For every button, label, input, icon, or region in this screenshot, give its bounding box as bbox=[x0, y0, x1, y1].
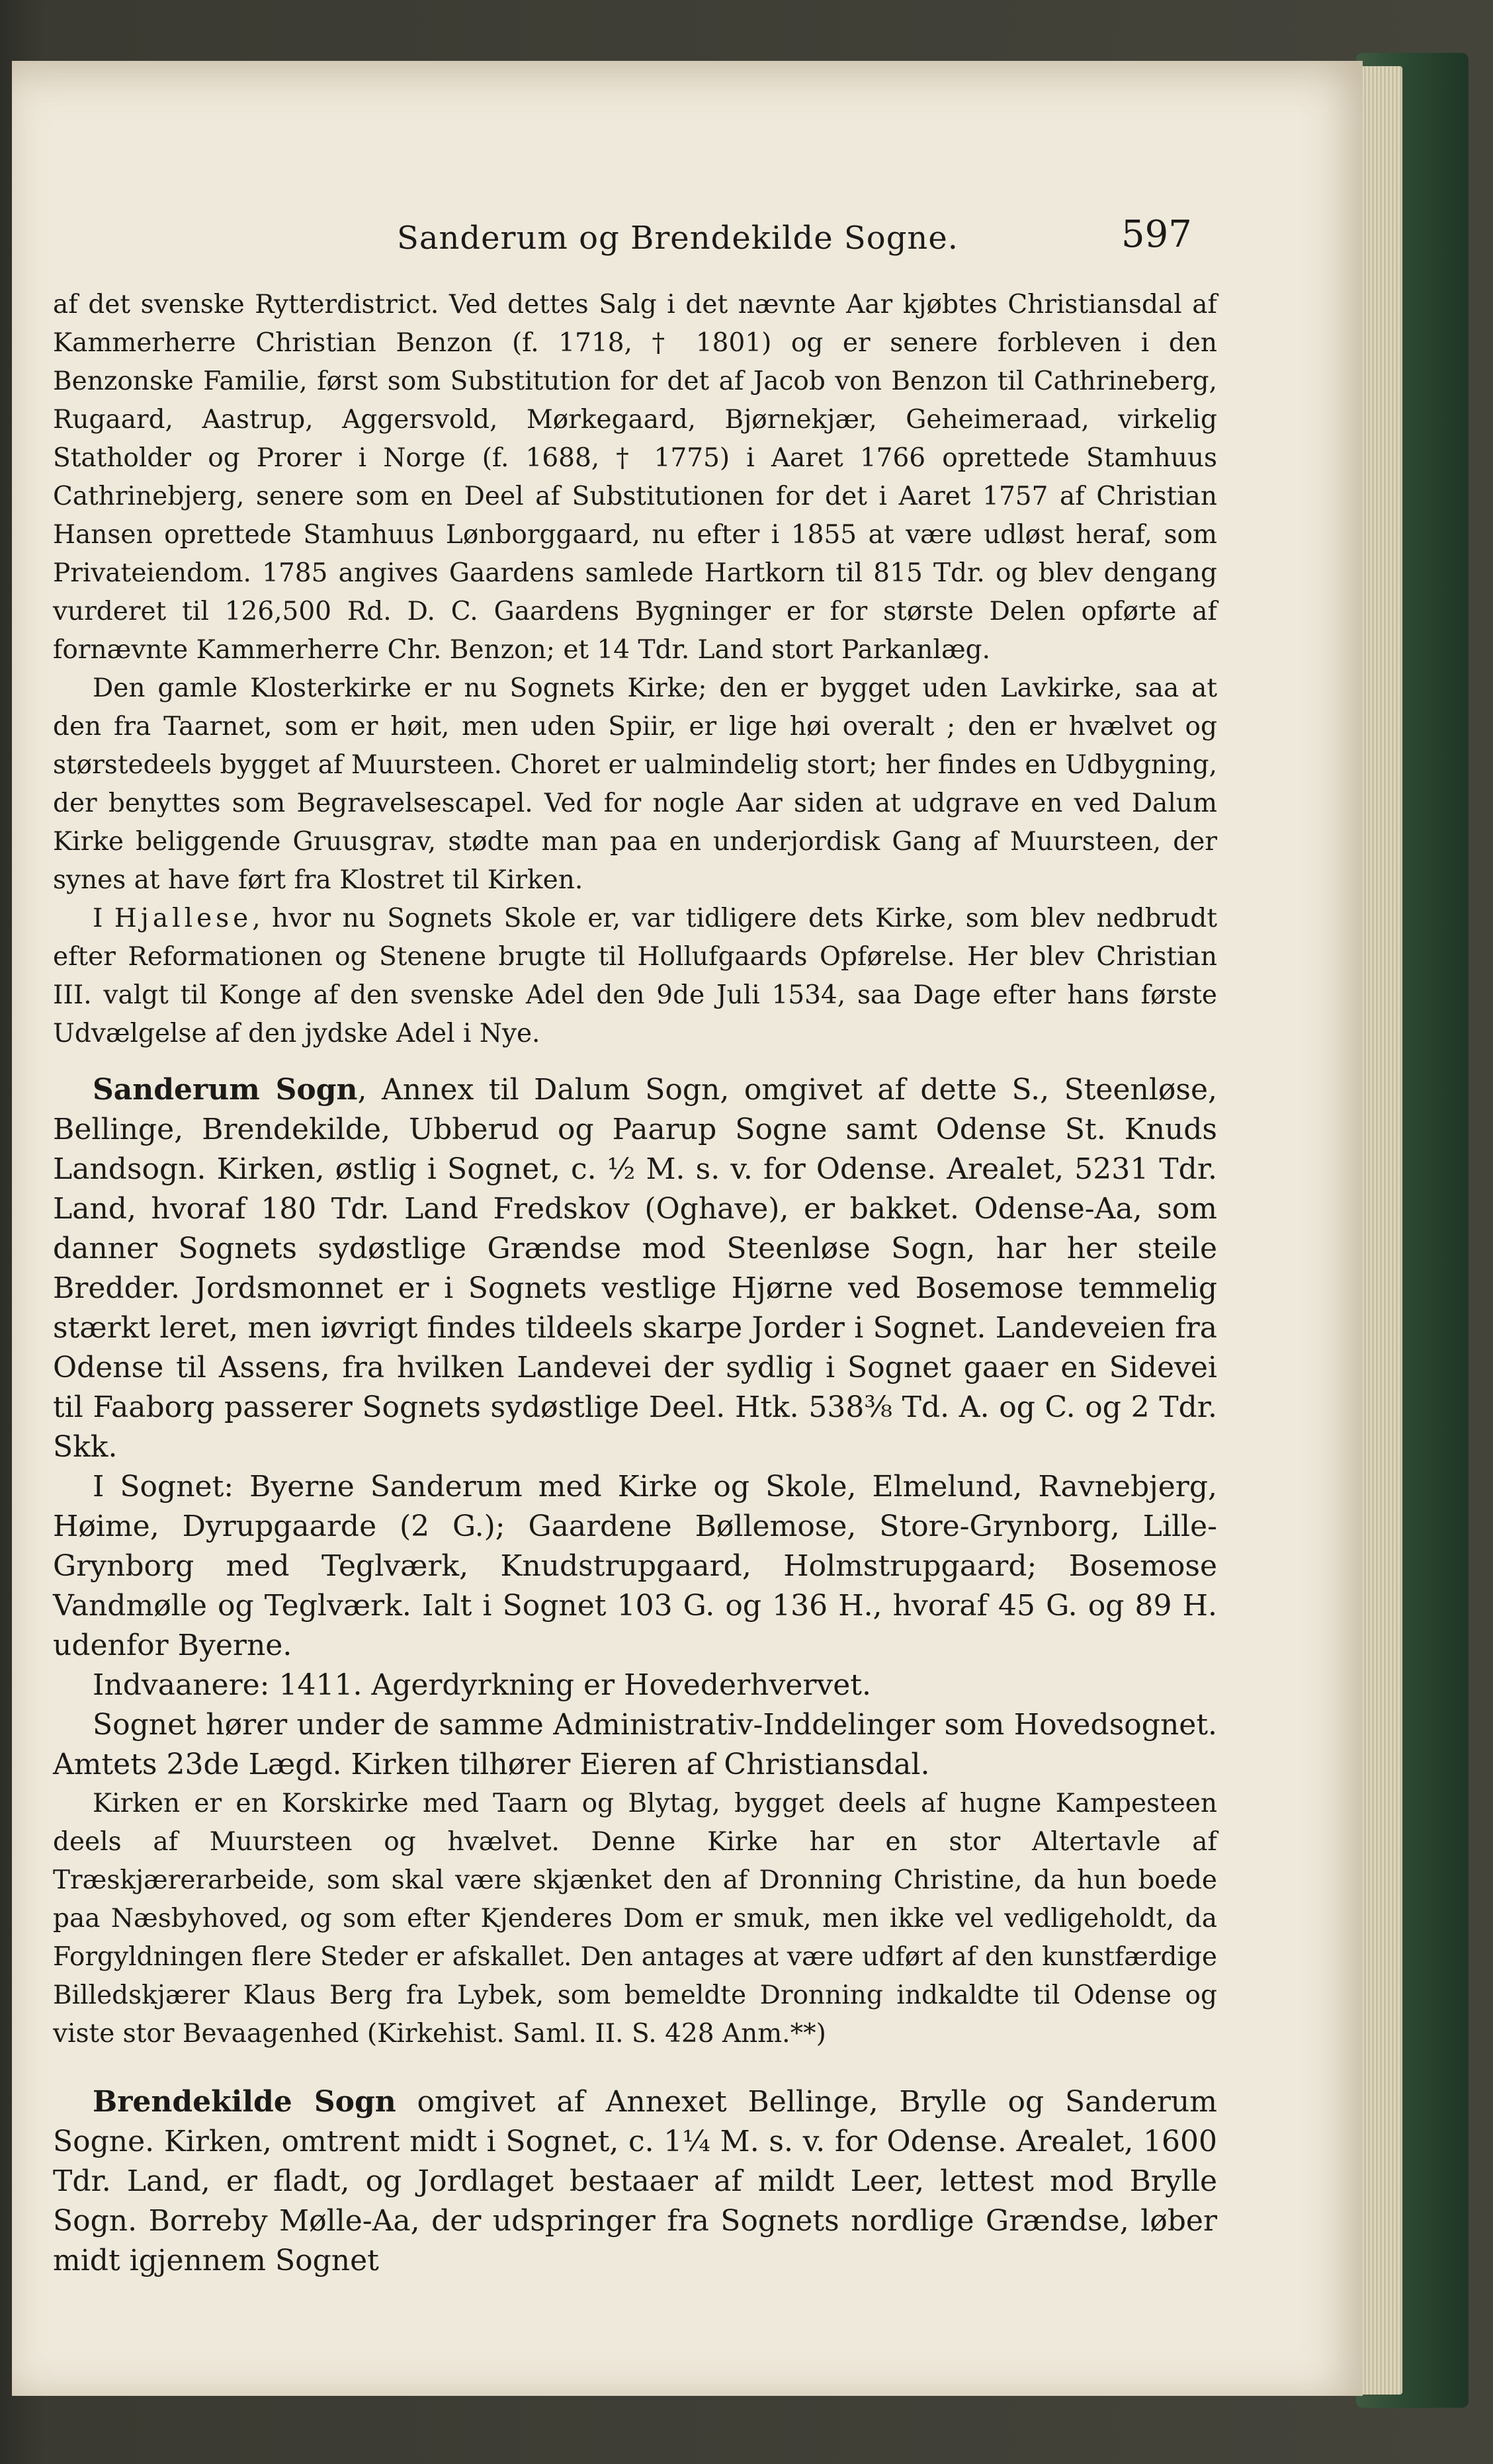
book-page bbox=[12, 61, 1363, 2396]
paragraph-church-description: Kirken er en Korskirke med Taarn og Blytag, bygget deels af hugne Kampesteen deels af Muursteen og hvælvet. Denne Kirke har en stor Altertavle af Træskjærerarbeide, som skal være skjænket den af Dronning Christine, da hun boede paa Næsbyhoved, og som efter Kjenderes Dom er smuk, men ikke vel vedligeholdt, da Forgyldningen flere Steder er afskallet. Den antages at være udført af den kunstfærdige Billedskjærer Klaus Berg fra Lybek, som bemeldte Dronning indkaldte til Odense og viste stor Bevaagenhed (Kirkehist. Saml. II. S. 428 Anm.**) bbox=[53, 1789, 1217, 2049]
paragraph-sanderum-villages: I Sognet: Byerne Sanderum med Kirke og Skole, Elmelund, Ravnebjerg, Høime, Dyrupgaarde (2 G.); Gaardene Bøllemose, Store-Grynborg, Lille-Grynborg med Teglværk, Knudstrupgaard, Holmstrupgaard; Bosemose Vandmølle og Teglværk. Ialt i Sognet 103 G. og 136 H., hvoraf 45 G. og 89 H. udenfor Byerne. bbox=[53, 1470, 1217, 1662]
page-header bbox=[53, 213, 1217, 279]
paragraph-brendekilde-sogn bbox=[53, 2082, 1217, 2281]
paragraph-kloster-church: Den gamle Klosterkirke er nu Sognets Kirke; den er bygget uden Lavkirke, saa at den fra Taarnet, som er høit, men uden Spiir, er lige høi overalt ; den er hvælvet og størstedeels bygget af Muursteen. Choret er ualmindelig stort; her findes en Udbygning, der benyttes som Begravelsescapel. Ved for nogle Aar siden at udgrave en ved Dalum Kirke beliggende Gruusgrav, stødte man paa en underjordisk Gang af Muursteen, der synes at have ført fra Klostret til Kirken. bbox=[53, 673, 1217, 895]
paragraph-hjallese bbox=[53, 900, 1217, 1053]
hjallese-prefix: I bbox=[93, 904, 114, 933]
brendekilde-text: omgivet af Annexet Bellinge, Brylle og Sanderum Sogne. Kirken, omtrent midt i Sognet, c. 1¼ M. s. v. for Odense. Arealet, 1600 Tdr. Land, er fladt, og Jordlaget bestaaer af mildt Leer, lettest mod Brylle Sogn. Borreby Mølle-Aa, der udspringer fra Sognets nordlige Grændse, løber midt igjennem Sognet bbox=[53, 2085, 1217, 2277]
place-name-hjallese: Hjallese bbox=[114, 904, 253, 933]
spacer bbox=[53, 2053, 1217, 2082]
page-number: 597 bbox=[1121, 213, 1192, 256]
paragraph-sanderum-sogn bbox=[53, 1070, 1217, 1467]
paragraph-administration: Sognet hører under de samme Administrativ-Inddelinger som Hovedsognet. Amtets 23de Lægd. Kirken tilhører Eieren af Christiansdal. bbox=[53, 1708, 1217, 1781]
paragraph-population: Indvaanere: 1411. Agerdyrkning er Hovederhvervet. bbox=[93, 1668, 871, 1702]
page-content bbox=[53, 213, 1217, 2281]
running-head: Sanderum og Brendekilde Sogne. bbox=[397, 220, 959, 257]
heading-brendekilde-sogn: Brendekilde Sogn bbox=[93, 2085, 396, 2119]
paragraph-christiansdal-history: af det svenske Rytterdistrict. Ved dettes Salg i det nævnte Aar kjøbtes Christiansdal af Kammerherre Christian Benzon (f. 1718, † 1801) og er senere forbleven i den Benzonske Familie, først som Substitution for det af Jacob von Benzon til Cathrineberg, Rugaard, Aastrup, Aggersvold, Mørkegaard, Bjørnekjær, Geheimeraad, virkelig Statholder og Prorer i Norge (f. 1688, † 1775) i Aaret 1766 oprettede Stamhuus Cathrinebjerg, senere som en Deel af Substitutionen for det i Aaret 1757 af Christian Hansen oprettede Stamhuus Lønborggaard, nu efter i 1855 at være udløst heraf, som Privateiendom. 1785 angives Gaardens samlede Hartkorn til 815 Tdr. og blev dengang vurderet til 126,500 Rd. D. C. Gaardens Bygninger er for største Delen opførte af fornævnte Kammerherre Chr. Benzon; et 14 Tdr. Land stort Parkanlæg. bbox=[53, 290, 1217, 665]
sanderum-text: , Annex til Dalum Sogn, omgivet af dette S., Steenløse, Bellinge, Brendekilde, Ubberud og Paarup Sogne samt Odense St. Knuds Landsogn. Kirken, østlig i Sognet, c. ½ M. s. v. for Odense. Arealet, 5231 Tdr. Land, hvoraf 180 Tdr. Land Fredskov (Oghave), er bakket. Odense-Aa, som danner Sognets sydøstlige Grændse mod Steenløse Sogn, har her steile Bredder. Jordsmonnet er i Sognets vestlige Hjørne ved Bosemose temmelig stærkt leret, men iøvrigt findes tildeels skarpe Jorder i Sognet. Landeveien fra Odense til Assens, fra hvilken Landevei der sydlig i Sognet gaaer en Sidevei til Faaborg passerer Sognets sydøstlige Deel. Htk. 538⅜ Td. A. og C. og 2 Tdr. Skk. bbox=[53, 1073, 1217, 1464]
spacer bbox=[53, 1053, 1217, 1070]
heading-sanderum-sogn: Sanderum Sogn bbox=[93, 1073, 358, 1107]
hjallese-text: , hvor nu Sognets Skole er, var tidligere dets Kirke, som blev nedbrudt efter Reformationen og Stenene brugte til Hollufgaards Opførelse. Her blev Christian III. valgt til Konge af den svenske Adel den 9de Juli 1534, saa Dage efter hans første Udvælgelse af den jydske Adel i Nye. bbox=[53, 904, 1217, 1048]
